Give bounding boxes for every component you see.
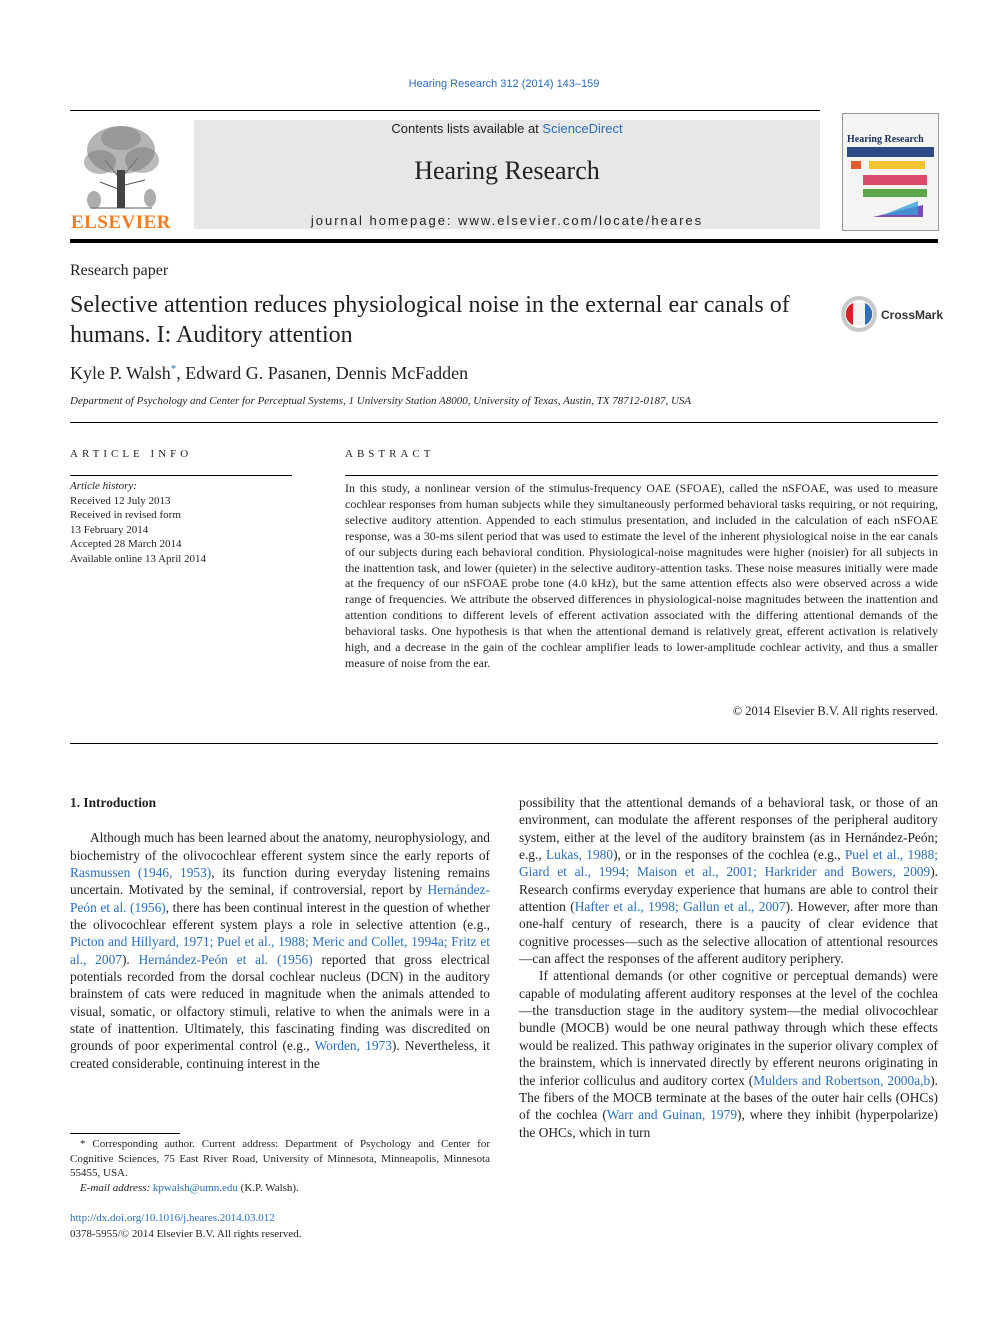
author-list [70, 363, 468, 384]
article-history [70, 479, 292, 566]
text-run: ). Nevertheless, it created considerable, continuing interest in the [70, 1038, 491, 1071]
citation-link[interactable]: Hafter et al., 1998; Gallun et al., 2007 [574, 899, 786, 915]
cover-figure-icon [843, 145, 938, 223]
abstract-heading: ABSTRACT [345, 448, 435, 460]
history-revised-label: Received in revised form [70, 509, 181, 521]
citation-link[interactable]: Hernández-Peón et al. (1956) [138, 951, 313, 967]
citation-link[interactable]: Hernández-Peón et al. (1956) [70, 882, 490, 915]
email-label: E-mail address: [80, 1181, 153, 1194]
contents-line [194, 121, 820, 136]
text-run: possibility that the attentional demands of a behavioral task, or those of an environment, can modulate the afferent responses of the peripheral auditory system, either at the level of the auditory brainstem (as in Hernández-Peón; e.g., [519, 795, 938, 863]
doi-block [70, 1210, 302, 1242]
author-names-rest: , Edward G. Pasanen, Dennis McFadden [176, 363, 469, 383]
history-accepted: Accepted 28 March 2014 [70, 538, 182, 550]
crossmark-icon [840, 295, 878, 333]
citation-link[interactable]: Lukas, 1980 [545, 847, 614, 863]
citation-link[interactable]: Mulders and Robertson, 2000a,b [753, 1072, 931, 1088]
corresponding-author-footnote [70, 1137, 490, 1195]
article-info-rule [70, 475, 292, 476]
text-run: ). The fibers of the MOCB terminate at the bases of the outer hair cells (OHCs) of the cochlea ( [519, 1072, 938, 1123]
author-affiliation: Department of Psychology and Center for Perceptual Systems, 1 University Station A8000, University of Texas, Austin, TX 78712-0187, USA [70, 395, 692, 407]
citation-link[interactable]: Worden, 1973 [314, 1038, 392, 1054]
text-run: Although much has been learned about the anatomy, neurophysiology, and biochemistry of the olivocochlear efferent system since the early reports of [70, 830, 490, 863]
abstract-bottom-rule [70, 743, 938, 744]
email-link[interactable]: kpwalsh@umn.edu [152, 1181, 238, 1194]
header-rule [70, 110, 820, 111]
issn-copyright: 0378-5955/© 2014 Elsevier B.V. All rights reserved. [70, 1228, 302, 1240]
header-thick-rule [70, 239, 938, 243]
footnote-rule [70, 1133, 180, 1134]
intro-paragraph-1-continued [519, 794, 938, 967]
journal-homepage[interactable]: journal homepage: www.elsevier.com/locate/heares [310, 213, 704, 228]
text-run: , there has been continual interest in the question of whether the olivocochlear efferent system plays a role in selective attention (e.g., [70, 899, 491, 933]
journal-reference-link[interactable]: Hearing Research 312 (2014) 143–159 [408, 78, 600, 90]
email-suffix: (K.P. Walsh). [237, 1181, 299, 1194]
citation-link[interactable]: Picton and Hillyard, 1971; Puel et al., 1988; Meric and Collet, 1994a; Fritz et al., 2007 [70, 934, 490, 967]
text-run: If attentional demands (or other cognitive or perceptual demands) were capable of modulating afferent auditory responses at the level of the cochlea—the transduction stage in the auditory system—the medial olivocochlear bundle (MOCB) would be one neural pathway through which these effects would be realized. This pathway originates in the superior olivary complex of the brainstem, which is innervated directly by efferent neurons originating in the inferior colliculus and auditory cortex ( [519, 968, 938, 1088]
history-received: Received 12 July 2013 [70, 494, 171, 507]
body-column-right [519, 794, 938, 1141]
text-run: ), where they inhibit (hyperpolarize) the OHCs, which in turn [519, 1107, 938, 1140]
journal-title: Hearing Research [414, 156, 600, 185]
citation-link[interactable]: Puel et al., 1988; Giard et al., 1994; Maison et al., 2001; Harkrider and Bowers, 2009 [519, 847, 938, 880]
history-online: Available online 13 April 2014 [70, 552, 207, 565]
affiliation-rule [70, 422, 938, 423]
text-run: reported that gross electrical potentials recorded from the dorsal cochlear nucleus (DCN) in the auditory brainstem of cats were reduced in magnitude when the animals attended to visual, somatic, or olfactory stimuli, relative to when the animals were in a state of inattention. Ultimately, this fascinating finding was discredited on grounds of poor experimental control (e.g., [70, 951, 490, 1054]
section-heading-introduction: 1. Introduction [70, 795, 157, 810]
abstract-rule [345, 475, 938, 476]
citation-link[interactable]: Warr and Guinan, 1979 [606, 1107, 738, 1123]
crossmark-badge[interactable] [840, 295, 944, 335]
abstract-text: In this study, a nonlinear version of the stimulus-frequency OAE (SFOAE), called the nSFOAE, was used to measure cochlear responses from human subjects while they simultaneously performed behavioral tasks requiring, or not requiring, selective auditory attention. Appended to each stimulus presentation, and included in the calculation of each nSFOAE response, was a 30-ms silent period that was used to estimate the level of the inherent physiological noise in the ear canals of our subjects during each behavioral condition. Physiological-noise magnitudes were higher (noisier) for all subjects in the inattention task, and lower (quieter) in the selective auditory-attention tasks. These noise measures initially were made at the frequency of our nSFOAE probe tone (4.0 kHz), but the same attention effects also were observed across a wide range of frequencies. We attribute the observed differences in physiological-noise magnitudes between the inattention and attention conditions to different levels of efferent activation associated with the differing attentional demands of the behavioral tasks. One hypothesis is that when the attentional demand is relatively great, efferent activation is relatively high, and a decrease in the gain of the cochlear amplifier leads to lower-amplitude cochlear activity, and thus a smaller measure of noise from the ear. [345, 481, 938, 670]
contents-prefix: Contents lists available at [391, 121, 543, 136]
article-type: Research paper [70, 262, 169, 279]
journal-cover-image[interactable] [842, 113, 939, 231]
elsevier-wordmark: ELSEVIER [70, 212, 172, 233]
history-label: Article history: [70, 480, 137, 492]
text-run: ). [121, 951, 139, 967]
abstract-copyright: © 2014 Elsevier B.V. All rights reserved. [732, 704, 938, 718]
intro-paragraph-2 [519, 967, 938, 1140]
text-run: , its function during everyday listening remains uncertain. Motivated by the seminal, if controversial, report by [70, 865, 490, 898]
sciencedirect-link[interactable]: ScienceDirect [542, 121, 623, 136]
author-name[interactable]: Kyle P. Walsh [70, 363, 171, 383]
text-run: ). Research confirms everyday experience that humans are able to control their attention ( [519, 864, 938, 915]
cover-title: Hearing Research [847, 134, 924, 145]
footnote-email-line [80, 1181, 490, 1196]
doi-link[interactable]: http://dx.doi.org/10.1016/j.heares.2014.03.012 [70, 1212, 275, 1224]
corresponding-author-mark[interactable]: * [170, 363, 177, 375]
text-run: ). However, after more than one-half century of research, there is a paucity of clear evidence that cognitive processes—such as the selective allocation of attentional resources—can affect the responses of the afferent auditory periphery. [519, 899, 939, 967]
citation-link[interactable]: Rasmussen (1946, 1953) [70, 865, 212, 881]
crossmark-label: CrossMark [881, 308, 944, 322]
intro-paragraph-1 [70, 829, 490, 1072]
history-revised-date: 13 February 2014 [70, 523, 149, 536]
footnote-text: * Corresponding author. Current address: Department of Psychology and Center for Cognitive Sciences, 75 East River Road, University of Minnesota, Minneapolis, Minnesota 55455, USA. [70, 1138, 490, 1179]
body-column-left [70, 794, 490, 1072]
article-title: Selective attention reduces physiological noise in the external ear canals of humans. I: Auditory attention [70, 292, 790, 348]
article-info-heading: ARTICLE INFO [70, 448, 193, 460]
text-run: ), or in the responses of the cochlea (e.g., [613, 847, 845, 863]
